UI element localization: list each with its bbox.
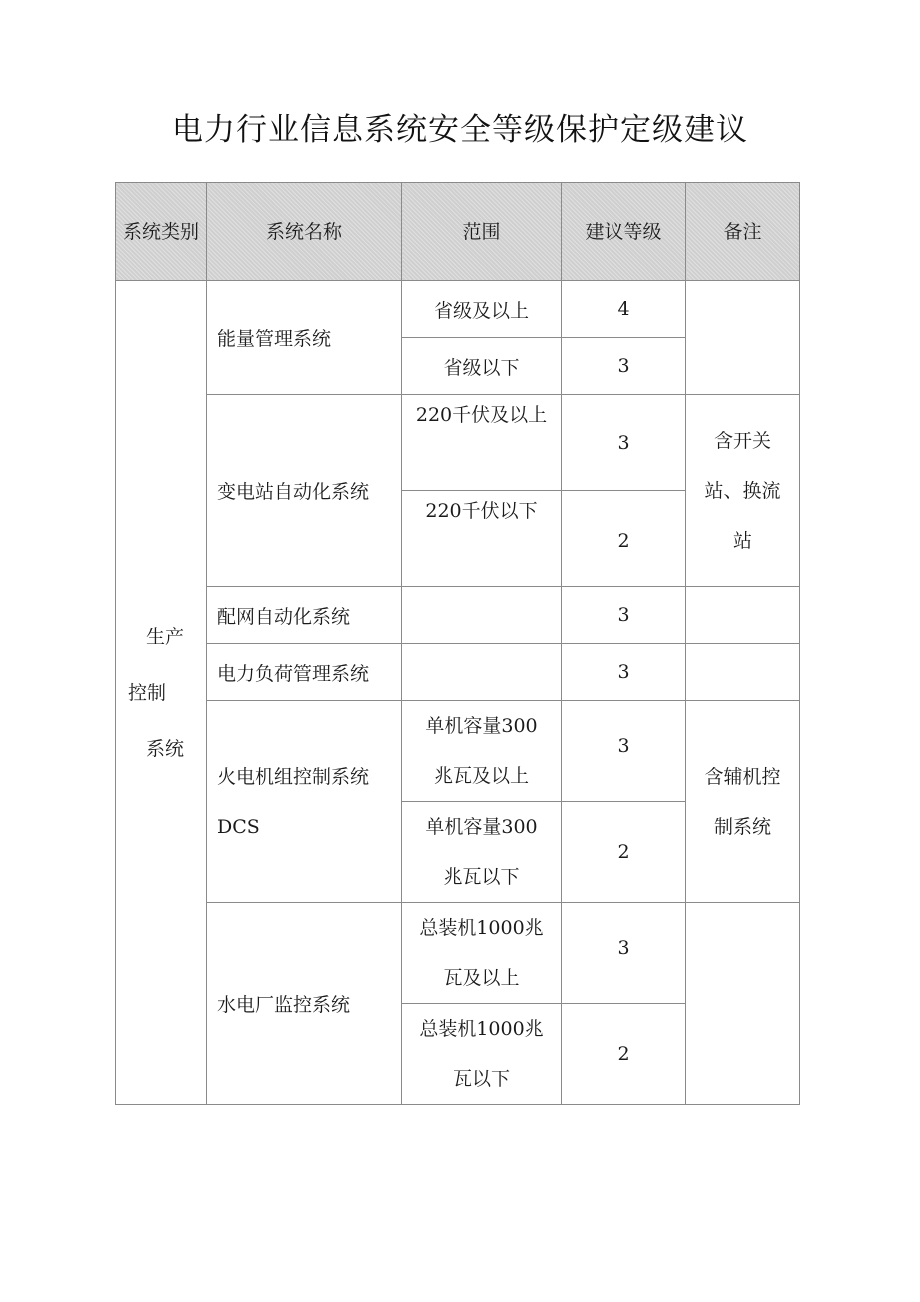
- range-cell: [402, 802, 562, 903]
- range-cell: [402, 644, 562, 701]
- range-cell: 220千伏以下: [402, 491, 562, 587]
- grade-cell: 3: [562, 587, 686, 644]
- range-cell: [402, 1004, 562, 1105]
- table-row: [116, 281, 800, 338]
- system-name-substation: 变电站自动化系统: [207, 395, 402, 587]
- grade-table: [115, 182, 800, 1105]
- remark-cell: [686, 281, 800, 395]
- header-grade: 建议等级: [562, 183, 686, 281]
- range-line: 总装机1000兆: [419, 1018, 544, 1040]
- category-line-2: 控制: [128, 681, 167, 704]
- range-cell: 省级以下: [402, 338, 562, 395]
- grade-cell: 3: [562, 701, 686, 802]
- range-cell: [402, 701, 562, 802]
- table-row: [116, 395, 800, 491]
- system-name-hydro: 水电厂监控系统: [207, 903, 402, 1105]
- range-cell: [402, 903, 562, 1004]
- remark-cell: [686, 903, 800, 1105]
- remark-line: 含辅机控: [704, 765, 781, 788]
- table-row: [116, 701, 800, 802]
- range-cell: 省级及以上: [402, 281, 562, 338]
- range-line: 瓦及以上: [443, 967, 520, 989]
- grade-cell: 2: [562, 491, 686, 587]
- grade-cell: 3: [562, 395, 686, 491]
- system-name-distribution: 配网自动化系统: [207, 587, 402, 644]
- header-remark: 备注: [686, 183, 800, 281]
- remark-cell: [686, 395, 800, 587]
- remark-cell: [686, 587, 800, 644]
- grade-cell: 2: [562, 1004, 686, 1105]
- range-line: 单机容量300: [425, 715, 538, 737]
- remark-line: 站: [732, 529, 752, 552]
- range-cell: [402, 587, 562, 644]
- page-title: 电力行业信息系统安全等级保护定级建议: [172, 112, 748, 148]
- grade-cell: 4: [562, 281, 686, 338]
- remark-line: 制系统: [713, 815, 771, 838]
- table-row: [116, 587, 800, 644]
- header-name: 系统名称: [207, 183, 402, 281]
- header-category: 系统类别: [116, 183, 207, 281]
- system-name-load: 电力负荷管理系统: [207, 644, 402, 701]
- system-name-thermal: [207, 701, 402, 903]
- grade-cell: 2: [562, 802, 686, 903]
- remark-cell: [686, 701, 800, 903]
- table-header-row: [116, 183, 800, 281]
- header-range: 范围: [402, 183, 562, 281]
- range-line: 瓦以下: [452, 1068, 510, 1090]
- category-cell: [116, 281, 207, 1105]
- range-line: 总装机1000兆: [419, 917, 544, 939]
- range-cell: 220千伏及以上: [402, 395, 562, 491]
- table-row: [116, 903, 800, 1004]
- grade-cell: 3: [562, 644, 686, 701]
- system-name-energy: 能量管理系统: [207, 281, 402, 395]
- category-line-1: 生产: [146, 625, 185, 648]
- remark-cell: [686, 644, 800, 701]
- grade-cell: 3: [562, 903, 686, 1004]
- category-line-3: 系统: [146, 737, 185, 760]
- range-line: 兆瓦及以上: [433, 765, 529, 787]
- system-name-line: DCS: [217, 815, 260, 838]
- remark-line: 站、换流: [704, 479, 781, 502]
- remark-line: 含开关: [713, 429, 771, 452]
- system-name-line: 火电机组控制系统: [217, 765, 370, 788]
- grade-cell: 3: [562, 338, 686, 395]
- range-line: 兆瓦以下: [443, 866, 520, 888]
- range-line: 单机容量300: [425, 816, 538, 838]
- table-row: [116, 644, 800, 701]
